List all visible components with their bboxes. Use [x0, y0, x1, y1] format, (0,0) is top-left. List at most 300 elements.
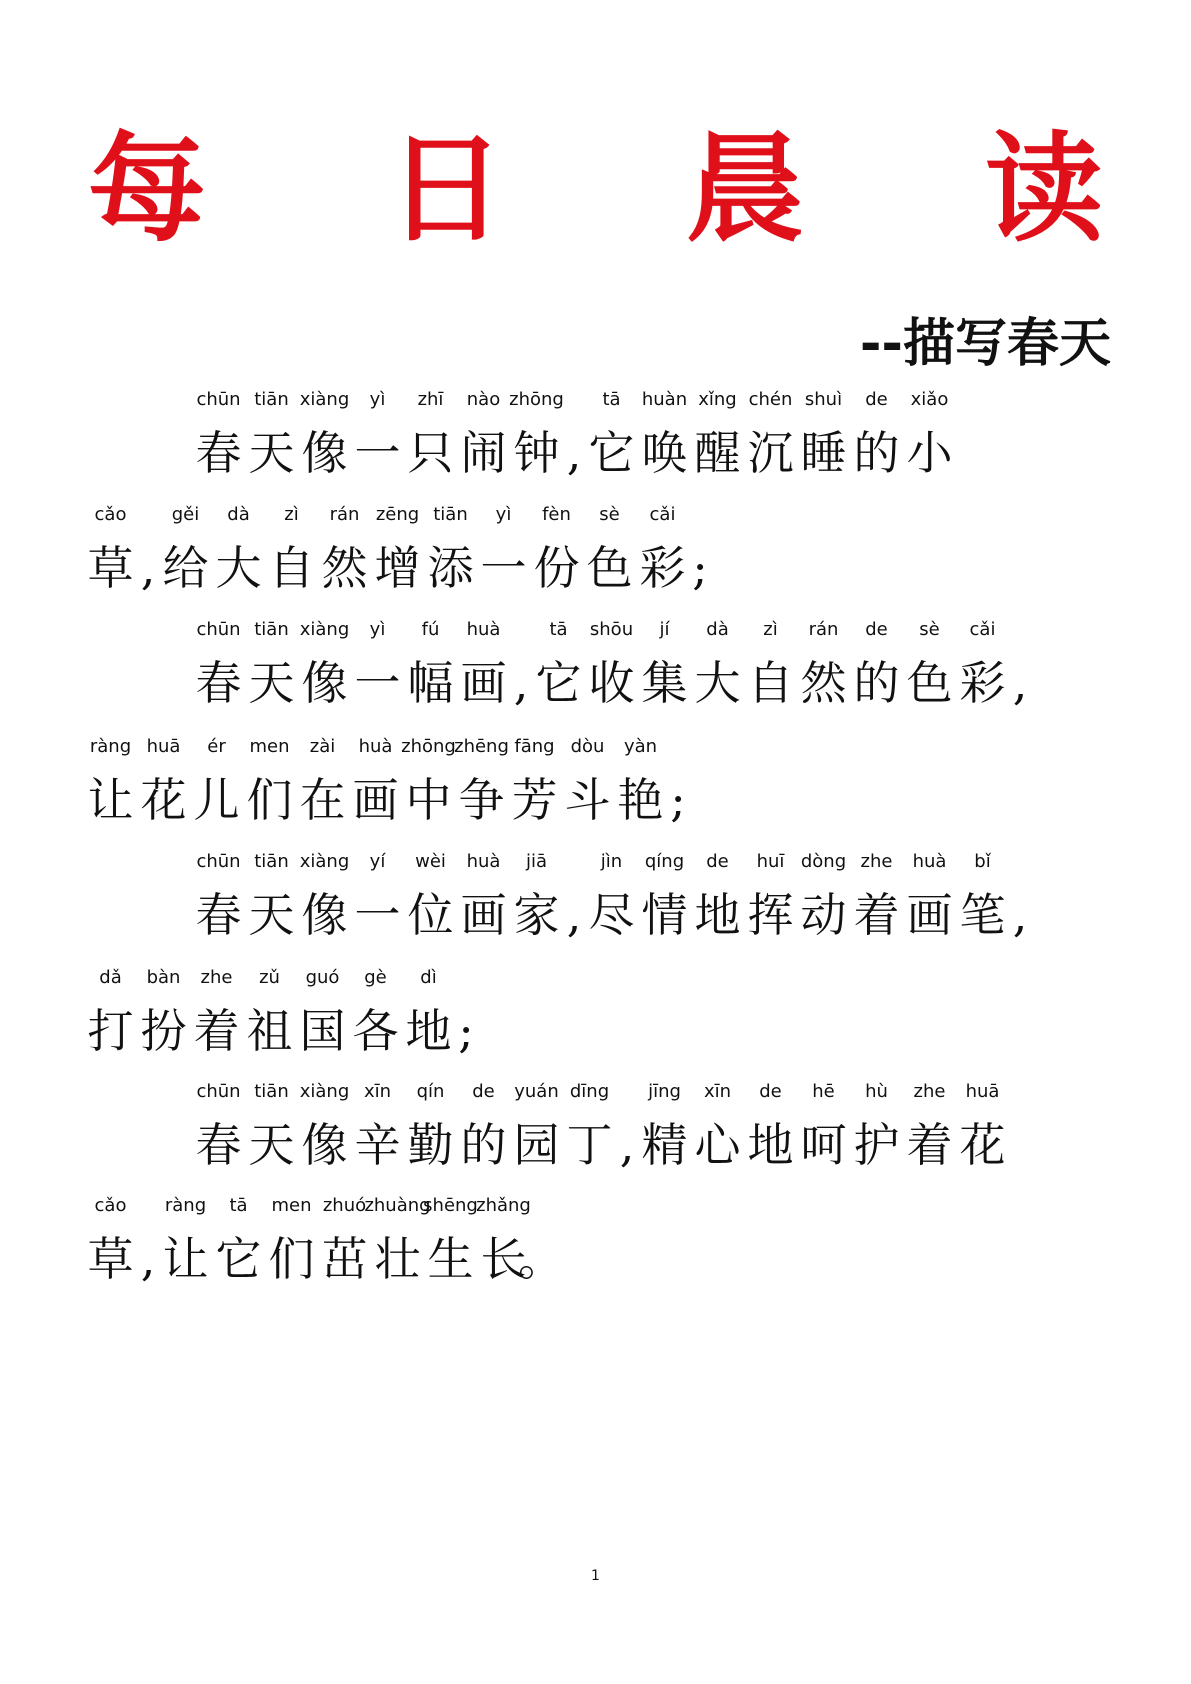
page-subtitle: --描写春天: [859, 314, 1111, 374]
pinyin: zài: [309, 736, 336, 757]
pinyin: de: [472, 1081, 495, 1102]
pinyin: zì: [763, 619, 778, 640]
pinyin: sè: [919, 619, 940, 640]
hanzi: 国: [299, 1004, 346, 1058]
pinyin: gěi: [171, 504, 200, 525]
pinyin: xiǎo: [910, 389, 949, 410]
hanzi: 给: [162, 541, 209, 595]
char-cell: [457, 610, 510, 716]
char-cell: [245, 610, 298, 716]
hanzi: 着: [906, 1118, 953, 1172]
hanzi: 然: [321, 541, 368, 595]
char-cell: [351, 610, 404, 716]
char-cell: [585, 610, 638, 716]
pinyin: bàn: [146, 967, 181, 988]
char-cell: [243, 727, 296, 833]
pinyin: dīng: [569, 1081, 610, 1102]
hanzi: 天: [248, 426, 295, 480]
hanzi: 精: [641, 1118, 688, 1172]
char-cell: [561, 727, 614, 833]
pinyin: zì: [284, 504, 299, 525]
hanzi: 草: [87, 541, 134, 595]
hanzi: 勤: [407, 1118, 454, 1172]
hanzi: 挥: [747, 888, 794, 942]
char-cell: [563, 1072, 616, 1178]
pinyin: tiān: [254, 1081, 289, 1102]
text-line: [84, 727, 689, 833]
hanzi: 钟: [513, 426, 560, 480]
punctuation: ;: [670, 773, 686, 827]
char-cell: [638, 842, 691, 948]
pinyin: zhēng: [454, 736, 509, 757]
hanzi: 像: [301, 426, 348, 480]
hanzi: 呵: [800, 1118, 847, 1172]
pinyin: men: [249, 736, 290, 757]
hanzi: 丁: [566, 1118, 613, 1172]
char-cell: [137, 495, 159, 601]
pinyin: jìn: [600, 851, 623, 872]
pinyin: huà: [466, 851, 501, 872]
hanzi: 笔: [959, 888, 1006, 942]
hanzi: 的: [460, 1118, 507, 1172]
char-cell: [636, 495, 689, 601]
hanzi: 壮: [374, 1232, 421, 1286]
char-cell: [510, 842, 563, 948]
char-cell: [614, 727, 667, 833]
pinyin: ràng: [89, 736, 132, 757]
pinyin: huā: [965, 1081, 1000, 1102]
hanzi: 唤: [641, 426, 688, 480]
hanzi: 着: [853, 888, 900, 942]
pinyin: xīn: [703, 1081, 732, 1102]
pinyin: sè: [599, 504, 620, 525]
pinyin: dòng: [800, 851, 847, 872]
char-cell: [137, 727, 190, 833]
char-cell: [616, 1072, 638, 1178]
pinyin: qín: [416, 1081, 445, 1102]
hanzi: 大: [215, 541, 262, 595]
punctuation: ,: [140, 541, 156, 595]
char-cell: [850, 610, 903, 716]
hanzi: 茁: [321, 1232, 368, 1286]
pinyin: jí: [659, 619, 670, 640]
char-cell: [296, 958, 349, 1064]
pinyin: chūn: [196, 1081, 241, 1102]
pinyin: de: [759, 1081, 782, 1102]
hanzi: 艳: [617, 773, 664, 827]
char-cell: [903, 1072, 956, 1178]
hanzi: 增: [374, 541, 421, 595]
pinyin: xiàng: [299, 851, 350, 872]
punctuation: ,: [1012, 656, 1028, 710]
char-cell: [404, 1072, 457, 1178]
pinyin: dòu: [570, 736, 605, 757]
pinyin: de: [706, 851, 729, 872]
hanzi: 醒: [694, 426, 741, 480]
hanzi: 祖: [246, 1004, 293, 1058]
text-line: [84, 495, 711, 601]
pinyin: jīng: [648, 1081, 681, 1102]
char-cell: [137, 1186, 159, 1292]
char-cell: [691, 380, 744, 486]
char-cell: [84, 727, 137, 833]
char-cell: [797, 1072, 850, 1178]
hanzi: 彩: [639, 541, 686, 595]
pinyin: ràng: [164, 1195, 207, 1216]
char-cell: [563, 842, 585, 948]
hanzi: 园: [513, 1118, 560, 1172]
char-cell: [455, 958, 477, 1064]
char-cell: [585, 842, 638, 948]
hanzi: 一: [480, 541, 527, 595]
char-cell: [265, 495, 318, 601]
hanzi: 彩: [959, 656, 1006, 710]
pinyin: chūn: [196, 389, 241, 410]
pinyin: zhī: [417, 389, 444, 410]
pinyin: zhōng: [509, 389, 564, 410]
hanzi: 它: [588, 426, 635, 480]
char-cell: [518, 1186, 564, 1292]
char-cell: [477, 495, 530, 601]
char-cell: [956, 1072, 1009, 1178]
pinyin: wèi: [415, 851, 446, 872]
char-cell: [245, 842, 298, 948]
char-cell: [402, 958, 455, 1064]
punctuation: ,: [566, 426, 582, 480]
hanzi: 们: [268, 1232, 315, 1286]
pinyin: zhuó: [322, 1195, 367, 1216]
hanzi: 幅: [407, 656, 454, 710]
char-cell: [404, 610, 457, 716]
pinyin: dì: [420, 967, 437, 988]
pinyin: gè: [364, 967, 387, 988]
pinyin: cǎi: [649, 504, 676, 525]
hanzi: 天: [248, 1118, 295, 1172]
hanzi: 儿: [193, 773, 240, 827]
char-cell: [192, 1072, 245, 1178]
hanzi: 长: [480, 1232, 527, 1286]
char-cell: [318, 1186, 371, 1292]
char-cell: [638, 610, 691, 716]
hanzi: 份: [533, 541, 580, 595]
pinyin: ér: [207, 736, 226, 757]
char-cell: [691, 610, 744, 716]
pinyin: chūn: [196, 619, 241, 640]
char-cell: [510, 610, 532, 716]
char-cell: [903, 380, 956, 486]
char-cell: [364, 1186, 431, 1292]
pinyin: huà: [466, 619, 501, 640]
hanzi: 的: [853, 656, 900, 710]
char-cell: [243, 958, 296, 1064]
pinyin: tiān: [433, 504, 468, 525]
pinyin: yuán: [514, 1081, 559, 1102]
char-cell: [744, 380, 797, 486]
pinyin: rán: [808, 619, 839, 640]
char-cell: [351, 380, 404, 486]
hanzi: 天: [248, 656, 295, 710]
char-cell: [797, 842, 850, 948]
pinyin: tiān: [254, 389, 289, 410]
hanzi: 春: [195, 1118, 242, 1172]
hanzi: 沉: [747, 426, 794, 480]
pinyin: shōu: [589, 619, 634, 640]
pinyin: xiàng: [299, 619, 350, 640]
pinyin: tā: [602, 389, 621, 410]
char-cell: [298, 1072, 351, 1178]
pinyin: zhuàng: [364, 1195, 431, 1216]
char-cell: [349, 958, 402, 1064]
char-cell: [424, 1186, 477, 1292]
char-cell: [192, 610, 245, 716]
char-cell: [404, 380, 457, 486]
hanzi: 打: [87, 1004, 134, 1058]
punctuation: ;: [692, 541, 708, 595]
hanzi: 闹: [460, 426, 507, 480]
hanzi: 春: [195, 426, 242, 480]
hanzi: 中: [405, 773, 452, 827]
pinyin: zhōng: [401, 736, 456, 757]
char-cell: [192, 842, 245, 948]
char-cell: [84, 958, 137, 1064]
text-line: [84, 1186, 564, 1292]
hanzi: 画: [906, 888, 953, 942]
pinyin: jiā: [525, 851, 548, 872]
char-cell: [371, 495, 424, 601]
pinyin: huà: [912, 851, 947, 872]
char-cell: [298, 610, 351, 716]
pinyin: xīn: [363, 1081, 392, 1102]
pinyin: yì: [369, 389, 386, 410]
pinyin: fāng: [514, 736, 555, 757]
hanzi: 各: [352, 1004, 399, 1058]
char-cell: [510, 1072, 563, 1178]
pinyin: zhe: [200, 967, 233, 988]
pinyin: huàn: [641, 389, 688, 410]
hanzi: 一: [354, 888, 401, 942]
hanzi: 斗: [564, 773, 611, 827]
hanzi: 大: [694, 656, 741, 710]
char-cell: [137, 958, 190, 1064]
hanzi: 收: [588, 656, 635, 710]
hanzi: 在: [299, 773, 346, 827]
pinyin: de: [865, 389, 888, 410]
punctuation: ,: [619, 1118, 635, 1172]
hanzi: 像: [301, 1118, 348, 1172]
punctuation: ,: [513, 656, 529, 710]
punctuation: ,: [566, 888, 582, 942]
pinyin: zhe: [913, 1081, 946, 1102]
pinyin: hù: [865, 1081, 888, 1102]
page-title: 每 日 晨 读: [87, 120, 1174, 258]
pinyin: tiān: [254, 619, 289, 640]
text-line: [192, 610, 1031, 716]
char-cell: [744, 842, 797, 948]
hanzi: 画: [460, 656, 507, 710]
char-cell: [190, 958, 243, 1064]
pinyin: dà: [227, 504, 250, 525]
pinyin: zǔ: [259, 967, 280, 988]
pinyin: yì: [369, 619, 386, 640]
hanzi: 家: [513, 888, 560, 942]
hanzi: 护: [853, 1118, 900, 1172]
pinyin: nào: [466, 389, 501, 410]
char-cell: [903, 610, 956, 716]
hanzi: 着: [193, 1004, 240, 1058]
hanzi: 生: [427, 1232, 474, 1286]
hanzi: 天: [248, 888, 295, 942]
hanzi: 色: [586, 541, 633, 595]
char-cell: [510, 380, 563, 486]
hanzi: 小: [906, 426, 953, 480]
char-cell: [455, 727, 508, 833]
pinyin: cǎo: [94, 504, 127, 525]
hanzi: 的: [853, 426, 900, 480]
char-cell: [585, 380, 638, 486]
pinyin: xiàng: [299, 389, 350, 410]
hanzi: 色: [906, 656, 953, 710]
char-cell: [1009, 610, 1031, 716]
hanzi: 像: [301, 656, 348, 710]
char-cell: [349, 727, 402, 833]
pinyin: men: [271, 1195, 312, 1216]
text-line: [192, 1072, 1009, 1178]
hanzi: 画: [460, 888, 507, 942]
char-cell: [689, 495, 711, 601]
hanzi: 一: [354, 656, 401, 710]
hanzi: 花: [959, 1118, 1006, 1172]
pinyin: qíng: [644, 851, 685, 872]
hanzi: 它: [215, 1232, 262, 1286]
hanzi: 集: [641, 656, 688, 710]
hanzi: 自: [747, 656, 794, 710]
pinyin: tā: [229, 1195, 248, 1216]
pinyin: rán: [329, 504, 360, 525]
char-cell: [691, 1072, 744, 1178]
char-cell: [457, 380, 510, 486]
char-cell: [667, 727, 689, 833]
char-cell: [850, 842, 903, 948]
hanzi: 让: [162, 1232, 209, 1286]
pinyin: xiàng: [299, 1081, 350, 1102]
hanzi: 位: [407, 888, 454, 942]
hanzi: 花: [140, 773, 187, 827]
char-cell: [212, 495, 265, 601]
hanzi: 添: [427, 541, 474, 595]
char-cell: [351, 842, 404, 948]
pinyin: shēng: [423, 1195, 478, 1216]
char-cell: [638, 380, 691, 486]
page-number: 1: [591, 1568, 600, 1584]
hanzi: 一: [354, 426, 401, 480]
char-cell: [691, 842, 744, 948]
text-line: [84, 958, 477, 1064]
char-cell: [84, 495, 137, 601]
pinyin: de: [865, 619, 888, 640]
pinyin: zhǎng: [476, 1195, 531, 1216]
hanzi: 辛: [354, 1118, 401, 1172]
punctuation: ,: [1012, 888, 1028, 942]
char-cell: [318, 495, 371, 601]
char-cell: [424, 495, 477, 601]
char-cell: [850, 380, 903, 486]
char-cell: [530, 495, 583, 601]
pinyin: hē: [812, 1081, 835, 1102]
text-line: [192, 380, 956, 486]
hanzi: 们: [246, 773, 293, 827]
pinyin: huā: [146, 736, 181, 757]
char-cell: [1009, 842, 1031, 948]
char-cell: [744, 1072, 797, 1178]
hanzi: 自: [268, 541, 315, 595]
pinyin: yàn: [623, 736, 658, 757]
punctuation: ,: [140, 1232, 156, 1286]
char-cell: [956, 610, 1009, 716]
char-cell: [583, 495, 636, 601]
pinyin: tā: [549, 619, 568, 640]
char-cell: [296, 727, 349, 833]
char-cell: [903, 842, 956, 948]
char-cell: [159, 495, 212, 601]
hanzi: 睡: [800, 426, 847, 480]
char-cell: [298, 842, 351, 948]
pinyin: fú: [421, 619, 440, 640]
char-cell: [190, 727, 243, 833]
hanzi: 只: [407, 426, 454, 480]
hanzi: 地: [747, 1118, 794, 1172]
char-cell: [744, 610, 797, 716]
pinyin: bǐ: [974, 851, 991, 872]
char-cell: [563, 380, 585, 486]
char-cell: [402, 727, 455, 833]
char-cell: [298, 380, 351, 486]
char-cell: [956, 842, 1009, 948]
pinyin: chén: [748, 389, 793, 410]
hanzi: 地: [694, 888, 741, 942]
hanzi: 然: [800, 656, 847, 710]
hanzi: 它: [535, 656, 582, 710]
char-cell: [638, 1072, 691, 1178]
char-cell: [84, 1186, 137, 1292]
pinyin: huà: [358, 736, 393, 757]
hanzi: 尽: [588, 888, 635, 942]
pinyin: xǐng: [698, 389, 737, 410]
hanzi: 画: [352, 773, 399, 827]
pinyin: chūn: [196, 851, 241, 872]
char-cell: [245, 1072, 298, 1178]
pinyin: huī: [756, 851, 785, 872]
char-cell: [457, 1072, 510, 1178]
hanzi: 芳: [511, 773, 558, 827]
pinyin: yì: [495, 504, 512, 525]
hanzi: 春: [195, 888, 242, 942]
hanzi: 地: [405, 1004, 452, 1058]
hanzi: 让: [87, 773, 134, 827]
pinyin: dǎ: [99, 967, 122, 988]
char-cell: [508, 727, 561, 833]
text-line: [192, 842, 1031, 948]
pinyin: shuì: [804, 389, 843, 410]
punctuation: 。: [518, 1232, 564, 1286]
pinyin: zhe: [860, 851, 893, 872]
pinyin: cǎi: [969, 619, 996, 640]
punctuation: ;: [458, 1004, 474, 1058]
pinyin: dà: [706, 619, 729, 640]
pinyin: tiān: [254, 851, 289, 872]
pinyin: guó: [305, 967, 340, 988]
char-cell: [159, 1186, 212, 1292]
hanzi: 草: [87, 1232, 134, 1286]
